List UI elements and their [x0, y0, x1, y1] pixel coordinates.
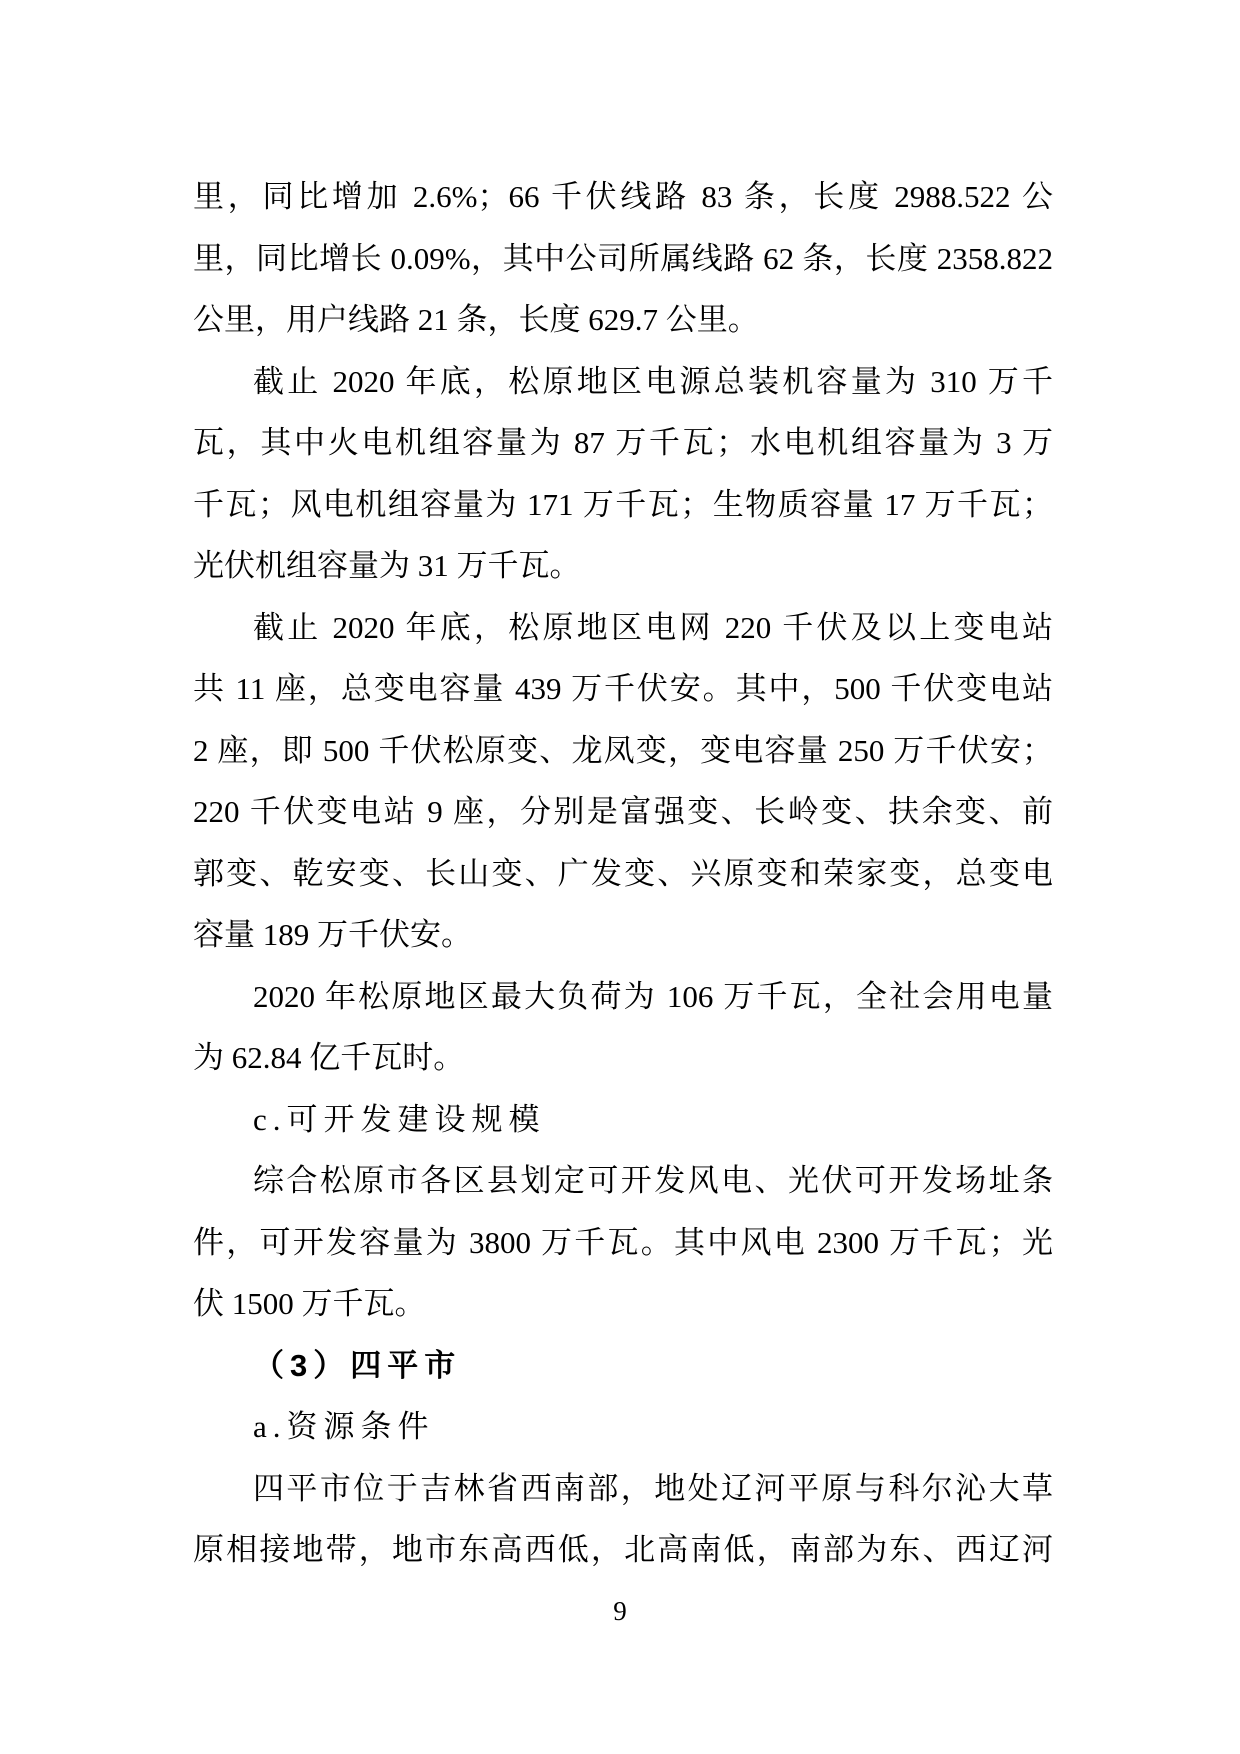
document-line: 共 11 座，总变电容量 439 万千伏安。其中，500 千伏变电站	[193, 671, 1053, 706]
document-line: 公里，用户线路 21 条，长度 629.7 公里。	[193, 302, 759, 337]
document-line: 2 座，即 500 千伏松原变、龙凤变，变电容量 250 万千伏安；	[193, 732, 1053, 768]
document-subheading: a.资源条件	[253, 1409, 435, 1444]
document-line: 光伏机组容量为 31 万千瓦。	[193, 548, 581, 583]
document-line: 容量 189 万千伏安。	[193, 917, 472, 952]
document-line: 为 62.84 亿千瓦时。	[193, 1040, 465, 1075]
document-line: 综合松原市各区县划定可开发风电、光伏可开发场址条	[253, 1163, 1053, 1198]
document-line: 原相接地带，地市东高西低，北高南低，南部为东、西辽河	[193, 1532, 1053, 1567]
document-line: 件，可开发容量为 3800 万千瓦。其中风电 2300 万千瓦；光	[193, 1224, 1053, 1260]
document-line: 千瓦；风电机组容量为 171 万千瓦；生物质容量 17 万千瓦；	[193, 486, 1053, 522]
document-line: 截止 2020 年底，松原地区电网 220 千伏及以上变电站	[253, 609, 1053, 645]
document-line: 220 千伏变电站 9 座，分别是富强变、长岭变、扶余变、前	[193, 794, 1053, 829]
document-line: 截止 2020 年底，松原地区电源总装机容量为 310 万千	[253, 363, 1053, 399]
document-line: 郭变、乾安变、长山变、广发变、兴原变和荣家变，总变电	[193, 855, 1053, 891]
document-line: 瓦，其中火电机组容量为 87 万千瓦；水电机组容量为 3 万	[193, 425, 1053, 460]
document-text-block	[193, 166, 1053, 1581]
page-number: 9	[613, 1596, 627, 1626]
document-subheading: c.可开发建设规模	[253, 1101, 546, 1137]
document-line: 里，同比增长 0.09%，其中公司所属线路 62 条，长度 2358.822	[193, 240, 1053, 276]
document-line: 四平市位于吉林省西南部，地处辽河平原与科尔沁大草	[253, 1470, 1053, 1506]
document-heading: （3）四平市	[253, 1347, 462, 1383]
document-line: 伏 1500 万千瓦。	[193, 1286, 426, 1321]
document-line: 里，同比增加 2.6%；66 千伏线路 83 条，长度 2988.522 公	[193, 179, 1053, 214]
document-line: 2020 年松原地区最大负荷为 106 万千瓦，全社会用电量	[253, 978, 1053, 1014]
